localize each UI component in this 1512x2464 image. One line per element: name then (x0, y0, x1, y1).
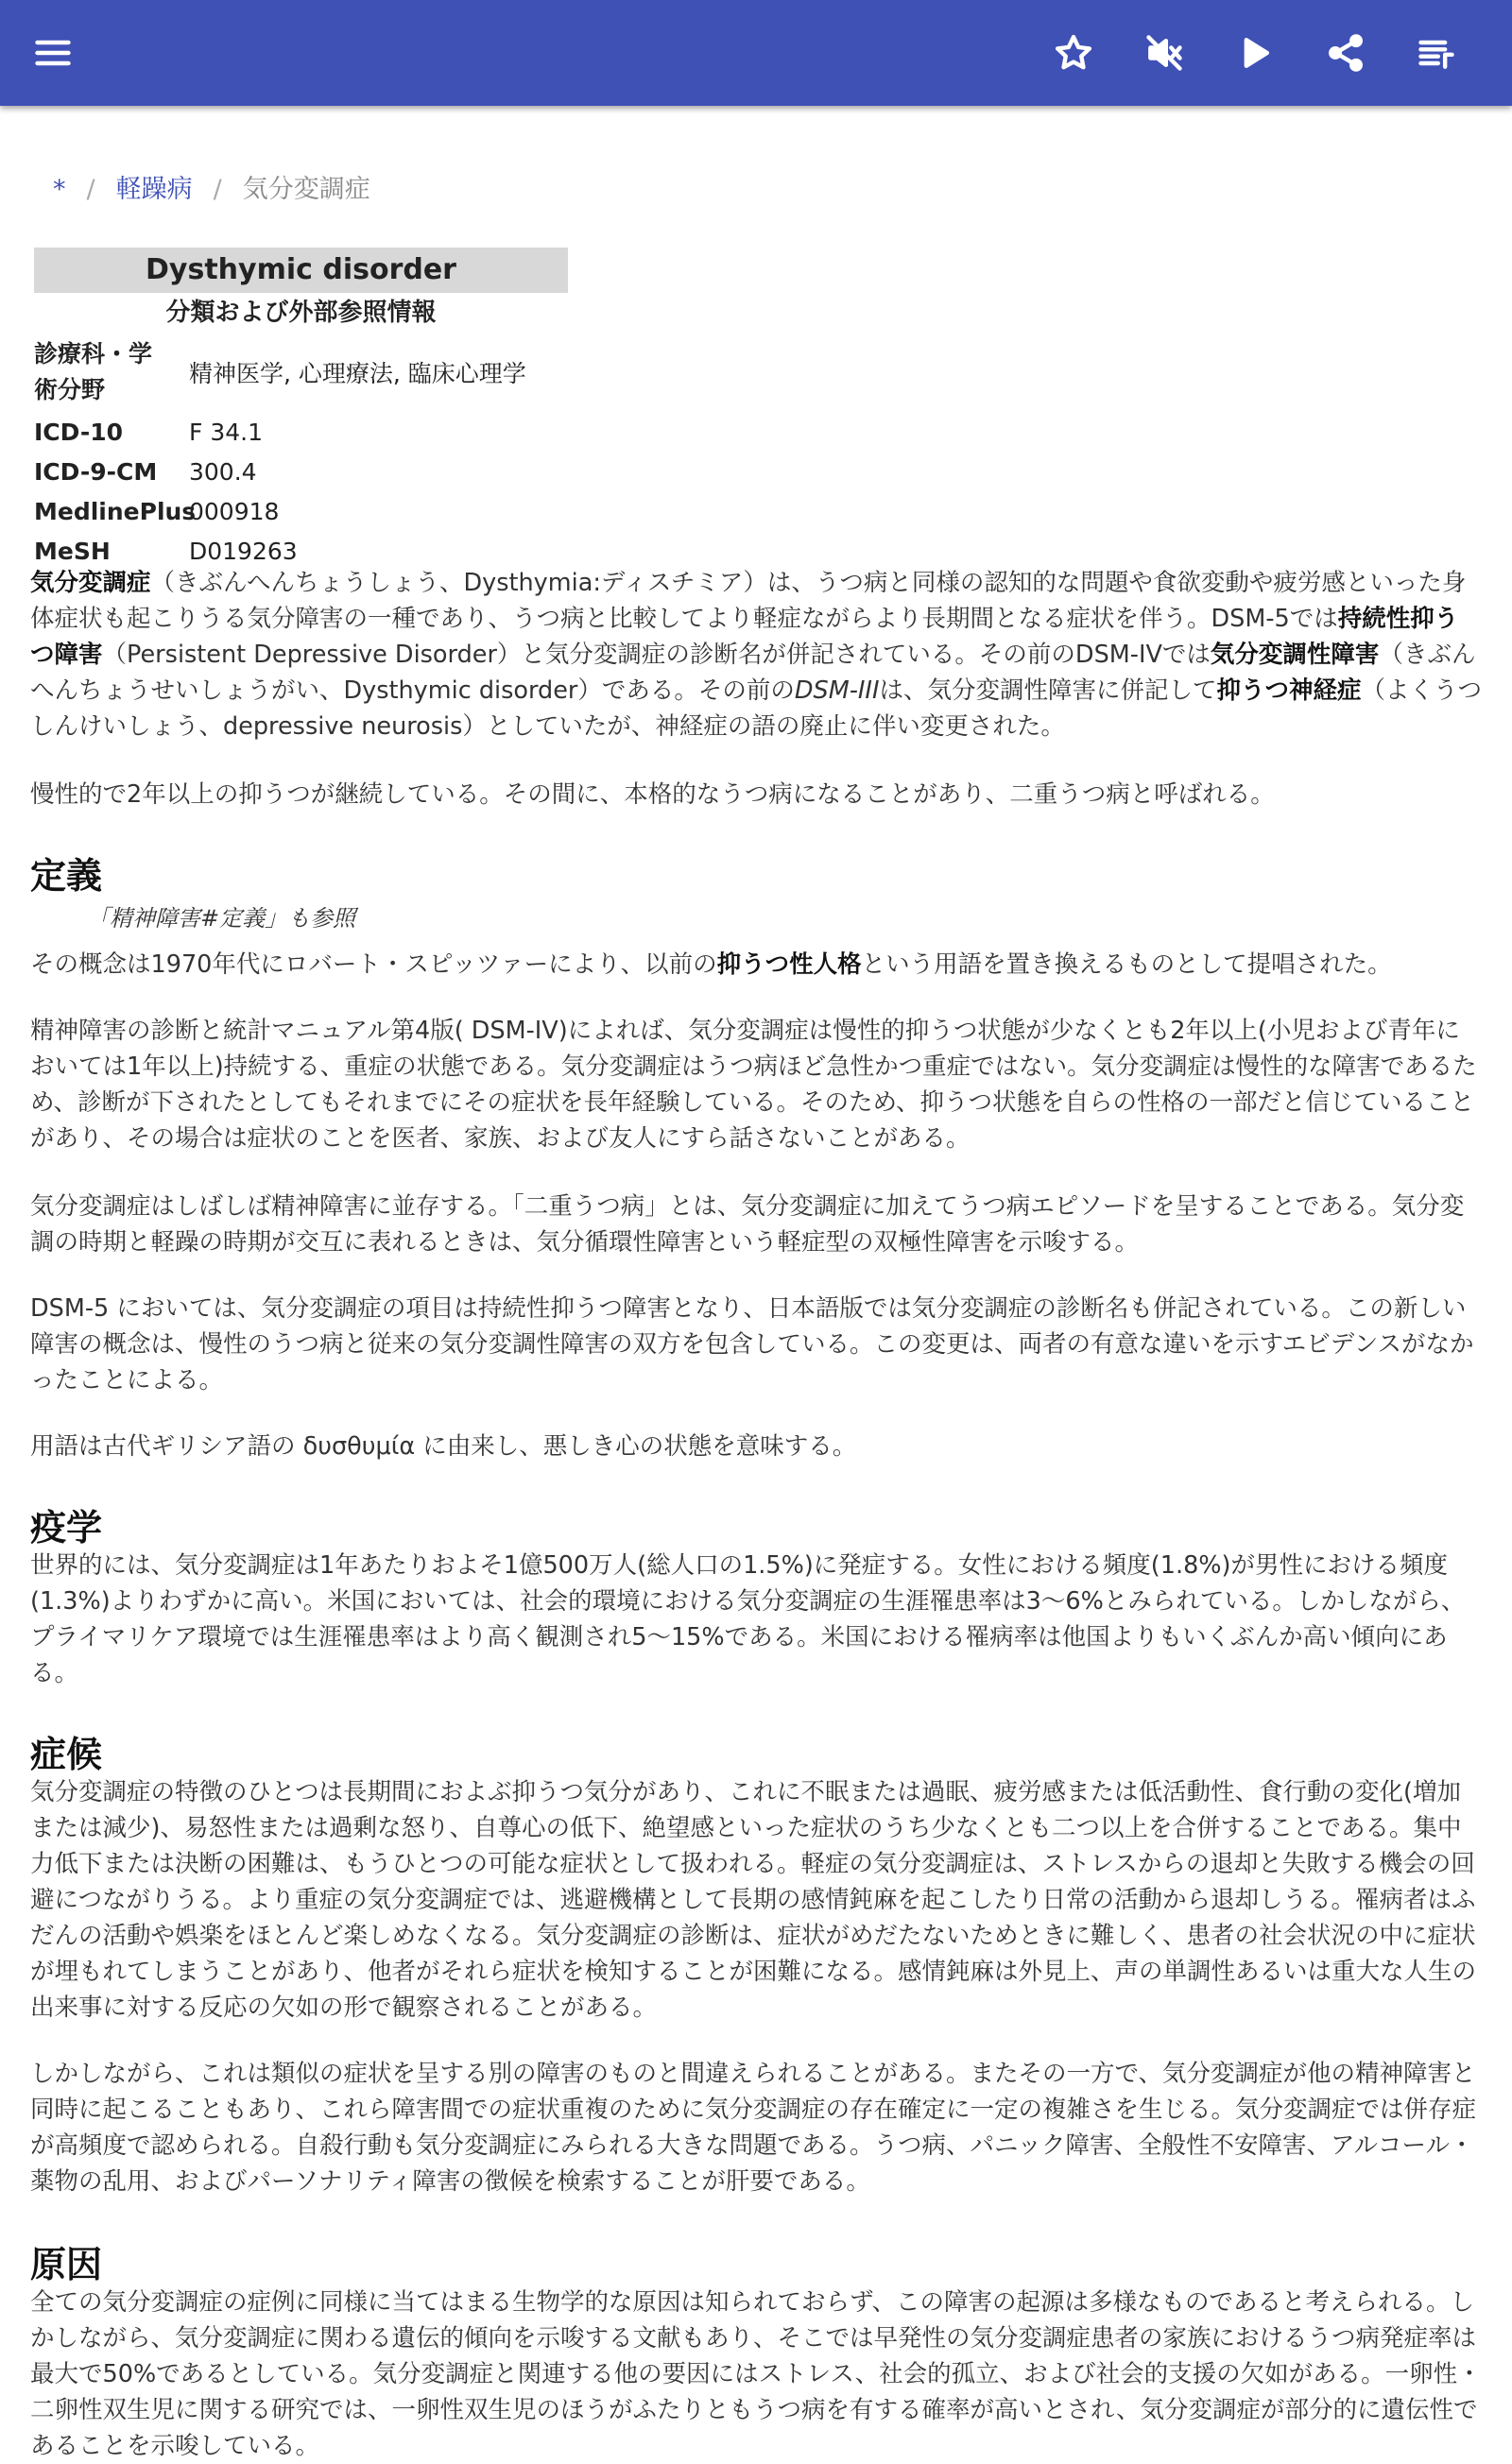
mute-icon[interactable] (1138, 26, 1191, 79)
infobox-value[interactable]: 精神医学, 心理療法, 臨床心理学 (189, 360, 526, 387)
breadcrumb (53, 168, 370, 205)
breadcrumb-separator: / (86, 175, 95, 204)
epidemiology-paragraph (30, 1548, 1482, 1691)
paragraph-text: 用語は古代ギリシア語の δυσθυμία に由来し、悪しき心の状態を意味する。 (30, 1432, 857, 1461)
share-icon[interactable] (1319, 26, 1372, 79)
term-bold: 抑うつ性人格 (716, 950, 862, 979)
infobox-key: ICD-10 (34, 418, 124, 446)
paragraph-text: 精神障害の診断と統計マニュアル第4版( DSM-IV)によれば、気分変調症は慢性的抑うつ状態が少なくとも2年以上(小児および青年においては1年以上)持続する、重症の状態である。気分変調症はうつ病ほど急性かつ重症ではない。気分変調症は慢性的な障害であるため、診断が下されたとしてもそれまでにその症状を長年経験している。そのため、抑うつ状態を自らの性格の一部だと信じていることがあり、その場合は症状のことを医者、家族、および友人にすら話さないことがある。 (30, 1017, 1477, 1153)
definition-paragraph (30, 1429, 1482, 1464)
infobox-value[interactable]: D019263 (189, 537, 298, 565)
breadcrumb-current: 気分変調症 (242, 175, 370, 204)
section-heading-epidemiology: 疫学 (30, 1507, 103, 1549)
infobox-row (34, 412, 568, 452)
term-bold: 抑うつ神経症 (1216, 676, 1362, 705)
term-bold: 気分変調症 (30, 569, 151, 597)
infobox-value[interactable]: 000918 (189, 497, 280, 525)
infobox-row (34, 491, 568, 531)
paragraph-text: しかしながら、これは類似の症状を呈する別の障害のものと間違えられることがある。またその一方で、気分変調症が他の精神障害と同時に起こることもあり、これら障害間での症状重複のために気分変調症の存在確定に一定の複雑さを生じる。気分変調症では併存症が高頻度で認められる。自殺行動も気分変調症にみられる大きな問題である。うつ病、パニック障害、全般性不安障害、アルコール・薬物の乱用、およびパーソナリティ障害の徴候を検索することが肝要である。 (30, 2060, 1477, 2196)
infobox-key: MeSH (34, 537, 111, 565)
definition-paragraph (30, 947, 1482, 983)
infobox-subtitle: 分類および外部参照情報 (165, 299, 437, 327)
infobox-value[interactable]: F 34.1 (189, 418, 263, 446)
paragraph-text: 気分変調症の特徴のひとつは長期間におよぶ抑うつ気分があり、これに不眠または過眠、疲労感または低活動性、食行動の変化(増加または減少)、易怒性または過剰な怒り、自尊心の低下、絶望感といった症状のうち少なくとも二つ以上を合併することである。集中力低下または決断の困難は、もうひとつの可能な症状として扱われる。軽症の気分変調症は、ストレスからの退却と失敗する機会の回避につながりうる。より重症の気分変調症では、逃避機構として長期の感情鈍麻を起こしたり日常の活動から退却しうる。罹病者はふだんの活動や娯楽をほとんど楽しめなくなる。気分変調症の診断は、症状がめだたないためときに難しく、患者の社会状況の中に症状が埋もれてしまうことがあり、他者がそれら症状を検知することが困難になる。感情鈍麻は外見上、声の単調性あるいは重大な人生の出来事に対する反応の欠如の形で観察されることがある。 (30, 1778, 1477, 2022)
see-also-note[interactable]: 「精神障害#定義」も参照 (87, 905, 356, 932)
term-italic: DSM-III (794, 676, 880, 705)
definition-paragraph (30, 1291, 1482, 1398)
symptoms-paragraph (30, 1774, 1482, 2026)
intro-text: （きぶんへんちょうせいしょうがい、Dysthymic disorder）である。その前の (30, 641, 1476, 705)
breadcrumb-home-link[interactable]: * (53, 175, 66, 204)
paragraph-text: 全ての気分変調症の症例に同様に当てはまる生物学的な原因は知られておらず、この障害の起源は多様なものであると考えられる。しかしながら、気分変調症に関わる遺伝的傾向を示唆する文献もあり、そこでは早発性の気分変調症患者の家族におけるうつ病発症率は最大で50%であるとしている。気分変調症と関連する他の要因にはストレス、社会的孤立、および社会的支援の欠如がある。一卵性・二卵性双生児に関する研究では、一卵性双生児のほうがふたりともうつ病を有する確率が高いとされ、気分変調症が部分的に遺伝性であることを示唆している。 (30, 2288, 1482, 2460)
definition-paragraph (30, 1013, 1482, 1156)
infobox-row (34, 333, 568, 412)
intro-text: は、気分変調性障害に併記して (879, 676, 1217, 705)
infobox-value[interactable]: 300.4 (189, 457, 257, 486)
term-bold: 持続性抑うつ障害 (30, 605, 1459, 669)
star-icon[interactable] (1047, 26, 1100, 79)
definition-paragraph (30, 1189, 1482, 1260)
playlist-icon[interactable] (1410, 26, 1463, 79)
paragraph-text: DSM-5 においては、気分変調症の項目は持続性抑うつ障害となり、日本語版では気分変調症の診断名も併記されている。この新しい障害の概念は、慢性のうつ病と従来の気分変調性障害の双方を包含している。この変更は、両者の有意な違いを示すエビデンスがなかったことによる。 (30, 1294, 1474, 1395)
intro-paragraph (30, 565, 1482, 744)
section-heading-definition: 定義 (30, 855, 103, 897)
infobox-row (34, 452, 568, 491)
infobox (34, 248, 568, 571)
term-bold: 気分変調性障害 (1210, 641, 1380, 669)
paragraph-text: という用語を置き換えるものとして提唱された。 (861, 950, 1392, 979)
intro-paragraph (30, 777, 1482, 813)
intro-text: （Persistent Depressive Disorder）と気分変調症の診断名が併記されている。その前のDSM-IVでは (102, 641, 1211, 669)
paragraph-text: 気分変調症はしばしば精神障害に並存する。「二重うつ病」とは、気分変調症に加えてうつ病エピソードを呈することである。気分変調の時期と軽躁の時期が交互に表れるときは、気分循環性障害という軽症型の双極性障害を示唆する。 (30, 1192, 1465, 1257)
causes-paragraph (30, 2284, 1482, 2464)
infobox-key: 診療科・学術分野 (34, 340, 153, 403)
menu-icon[interactable] (26, 26, 79, 79)
paragraph-text: その概念は1970年代にロバート・スピッツァーにより、以前の (30, 950, 717, 979)
infobox-key: ICD-9-CM (34, 457, 158, 486)
section-heading-causes: 原因 (30, 2244, 103, 2285)
paragraph-text: 慢性的で2年以上の抑うつが継続している。その間に、本格的なうつ病になることがあり、二重うつ病と呼ばれる。 (30, 780, 1275, 809)
paragraph-text: 世界的には、気分変調症は1年あたりおよそ1億500万人(総人口の1.5%)に発症する。女性における頻度(1.8%)が男性における頻度(1.3%)よりわずかに高い。米国においては、社会的環境における気分変調症の生涯罹患率は3〜6%とみられている。しかしながら、プライマリケア環境では生涯罹患率はより高く観測され5〜15%である。米国における罹病率は他国よりもいくぶんか高い傾向にある。 (30, 1551, 1466, 1687)
infobox-key: MedlinePlus (34, 497, 197, 525)
intro-text: （よくうつしんけいしょう、depressive neurosis）としていたが、神経症の語の廃止に伴い変更された。 (30, 676, 1483, 741)
play-icon[interactable] (1228, 26, 1281, 79)
breadcrumb-separator: / (213, 175, 222, 204)
symptoms-paragraph (30, 2056, 1482, 2199)
app-bar (0, 0, 1512, 106)
infobox-title: Dysthymic disorder (34, 248, 568, 293)
breadcrumb-parent-link[interactable]: 軽躁病 (115, 175, 193, 204)
intro-text: （きぶんへんちょうしょう、Dysthymia:ディスチミア）は、うつ病と同様の認知的な問題や食欲変動や疲労感といった身体症状も起こりうる気分障害の一種であり、うつ病と比較してより軽症ながらより長期間となる症状を伴う。DSM-5では (30, 569, 1467, 633)
section-heading-symptoms: 症候 (30, 1734, 103, 1775)
